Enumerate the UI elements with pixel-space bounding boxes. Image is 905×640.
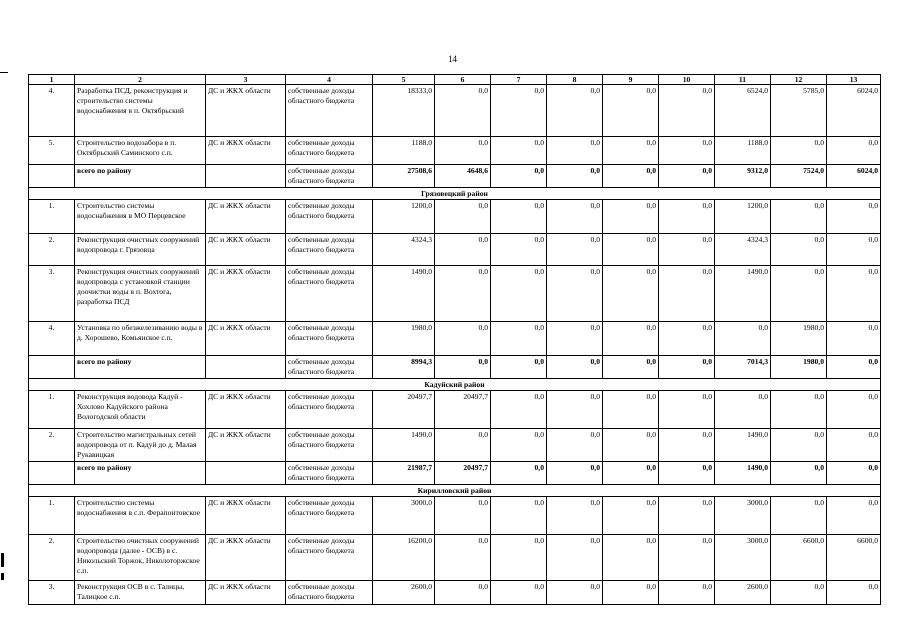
amount-cell: 0,0 <box>603 266 659 322</box>
row-index <box>29 165 75 188</box>
district-header-row <box>29 379 881 391</box>
amount-cell: 0,0 <box>491 497 547 535</box>
project-name: Строительство очистных сооружений водопровода (далее - ОСВ) в с. Никольский Торжок, Николоторжское с.п. <box>75 535 206 581</box>
district-total-row <box>29 462 881 485</box>
row-index: 4. <box>29 85 75 137</box>
project-name: Строительство водозабора в п. Октябрьский Саминского с.п. <box>75 137 206 165</box>
column-number-header: 6 <box>435 75 491 85</box>
amount-cell: 1490,0 <box>715 462 771 485</box>
table-row <box>29 391 881 429</box>
amount-cell: 1490,0 <box>715 266 771 322</box>
row-index: 4. <box>29 322 75 356</box>
amount-cell: 0,0 <box>659 200 715 234</box>
executor: ДС и ЖКХ области <box>206 535 286 581</box>
amount-cell: 0,0 <box>659 85 715 137</box>
table-row <box>29 85 881 137</box>
amount-cell: 20497,7 <box>435 391 491 429</box>
amount-cell: 0,0 <box>547 535 603 581</box>
amount-cell: 1980,0 <box>373 322 435 356</box>
amount-cell: 0,0 <box>827 137 881 165</box>
funding-source: собственные доходы областного бюджета <box>286 200 373 234</box>
amount-cell: 1490,0 <box>715 429 771 462</box>
amount-cell: 0,0 <box>827 497 881 535</box>
amount-cell: 0,0 <box>715 322 771 356</box>
funding-source: собственные доходы областного бюджета <box>286 266 373 322</box>
amount-cell: 0,0 <box>603 165 659 188</box>
amount-cell: 0,0 <box>491 581 547 605</box>
funding-source: собственные доходы областного бюджета <box>286 322 373 356</box>
amount-cell: 0,0 <box>547 356 603 379</box>
amount-cell: 0,0 <box>603 200 659 234</box>
project-name: Разработка ПСД, реконструкция и строительство системы водоснабжения в п. Октябрьский <box>75 85 206 137</box>
funding-source: собственные доходы областного бюджета <box>286 391 373 429</box>
amount-cell: 1188,0 <box>715 137 771 165</box>
executor: ДС и ЖКХ области <box>206 581 286 605</box>
amount-cell: 6024,0 <box>827 165 881 188</box>
column-number-header: 4 <box>286 75 373 85</box>
row-index: 3. <box>29 581 75 605</box>
amount-cell: 0,0 <box>827 234 881 266</box>
table-row <box>29 234 881 266</box>
executor: ДС и ЖКХ области <box>206 137 286 165</box>
row-index: 1. <box>29 200 75 234</box>
amount-cell: 1980,0 <box>771 356 827 379</box>
funding-source: собственные доходы областного бюджета <box>286 497 373 535</box>
table-row <box>29 200 881 234</box>
amount-cell: 0,0 <box>491 266 547 322</box>
amount-cell: 0,0 <box>435 535 491 581</box>
funding-source: собственные доходы областного бюджета <box>286 535 373 581</box>
amount-cell: 1980,0 <box>771 322 827 356</box>
amount-cell: 0,0 <box>491 322 547 356</box>
amount-cell: 0,0 <box>603 391 659 429</box>
amount-cell: 0,0 <box>491 165 547 188</box>
district-name: Кадуйский район <box>29 379 881 391</box>
project-name: Строительство системы водоснабжения в МО Перцевское <box>75 200 206 234</box>
amount-cell: 0,0 <box>827 266 881 322</box>
amount-cell: 0,0 <box>547 322 603 356</box>
amount-cell: 0,0 <box>603 356 659 379</box>
executor: ДС и ЖКХ области <box>206 429 286 462</box>
amount-cell: 0,0 <box>435 322 491 356</box>
executor <box>206 356 286 379</box>
district-total-row <box>29 165 881 188</box>
amount-cell: 0,0 <box>435 234 491 266</box>
column-number-header: 13 <box>827 75 881 85</box>
amount-cell: 0,0 <box>603 85 659 137</box>
row-index: 1. <box>29 497 75 535</box>
amount-cell: 0,0 <box>435 497 491 535</box>
amount-cell: 0,0 <box>603 137 659 165</box>
column-number-header: 3 <box>206 75 286 85</box>
amount-cell: 3000,0 <box>715 497 771 535</box>
column-number-header: 7 <box>491 75 547 85</box>
project-name: Реконструкция очистных сооружений водопровода г. Грязовца <box>75 234 206 266</box>
amount-cell: 20497,7 <box>373 391 435 429</box>
amount-cell: 6600,0 <box>771 535 827 581</box>
budget-table <box>28 74 881 605</box>
amount-cell: 3000,0 <box>373 497 435 535</box>
row-index: 2. <box>29 234 75 266</box>
amount-cell: 1200,0 <box>715 200 771 234</box>
amount-cell: 0,0 <box>659 535 715 581</box>
table-row <box>29 497 881 535</box>
amount-cell: 0,0 <box>435 85 491 137</box>
funding-source: собственные доходы областного бюджета <box>286 165 373 188</box>
district-name: Кирилловский район <box>29 485 881 497</box>
amount-cell: 0,0 <box>435 200 491 234</box>
amount-cell: 27508,6 <box>373 165 435 188</box>
amount-cell: 0,0 <box>827 200 881 234</box>
amount-cell: 0,0 <box>659 356 715 379</box>
amount-cell: 9312,0 <box>715 165 771 188</box>
amount-cell: 0,0 <box>659 429 715 462</box>
amount-cell: 0,0 <box>547 234 603 266</box>
amount-cell: 0,0 <box>547 581 603 605</box>
project-name: всего по району <box>75 356 206 379</box>
amount-cell: 7524,0 <box>771 165 827 188</box>
amount-cell: 3000,0 <box>715 535 771 581</box>
executor: ДС и ЖКХ области <box>206 234 286 266</box>
amount-cell: 0,0 <box>547 497 603 535</box>
amount-cell: 0,0 <box>771 234 827 266</box>
project-name: Установка по обезжелезиванию воды в д. Хорошево, Комьянское с.п. <box>75 322 206 356</box>
executor: ДС и ЖКХ области <box>206 266 286 322</box>
district-header-row <box>29 188 881 200</box>
amount-cell: 0,0 <box>491 535 547 581</box>
amount-cell: 8994,3 <box>373 356 435 379</box>
amount-cell: 5785,0 <box>771 85 827 137</box>
amount-cell: 0,0 <box>827 322 881 356</box>
amount-cell: 0,0 <box>491 137 547 165</box>
funding-source: собственные доходы областного бюджета <box>286 137 373 165</box>
row-index: 2. <box>29 429 75 462</box>
project-name: Реконструкция водовода Кадуй - Хохлово Кадуйского района Вологодской области <box>75 391 206 429</box>
district-header-row <box>29 485 881 497</box>
executor <box>206 462 286 485</box>
district-name: Грязовецкий район <box>29 188 881 200</box>
amount-cell: 0,0 <box>771 497 827 535</box>
amount-cell: 0,0 <box>547 391 603 429</box>
amount-cell: 0,0 <box>435 429 491 462</box>
amount-cell: 0,0 <box>547 165 603 188</box>
margin-tick <box>0 72 8 73</box>
amount-cell: 1200,0 <box>373 200 435 234</box>
amount-cell: 0,0 <box>435 581 491 605</box>
amount-cell: 0,0 <box>771 391 827 429</box>
amount-cell: 0,0 <box>435 266 491 322</box>
executor: ДС и ЖКХ области <box>206 200 286 234</box>
row-index: 5. <box>29 137 75 165</box>
amount-cell: 0,0 <box>771 429 827 462</box>
district-total-row <box>29 356 881 379</box>
amount-cell: 0,0 <box>491 85 547 137</box>
amount-cell: 0,0 <box>491 200 547 234</box>
amount-cell: 0,0 <box>547 266 603 322</box>
amount-cell: 0,0 <box>659 497 715 535</box>
table-row <box>29 535 881 581</box>
amount-cell: 0,0 <box>603 429 659 462</box>
amount-cell: 1490,0 <box>373 266 435 322</box>
column-number-header: 11 <box>715 75 771 85</box>
amount-cell: 0,0 <box>771 462 827 485</box>
amount-cell: 0,0 <box>547 85 603 137</box>
project-name: Строительство магистральных сетей водопровода от п. Кадуй до д. Малая Рукавицкая <box>75 429 206 462</box>
executor <box>206 165 286 188</box>
amount-cell: 0,0 <box>435 137 491 165</box>
scan-edge-mark <box>1 553 4 567</box>
executor: ДС и ЖКХ области <box>206 322 286 356</box>
amount-cell: 18333,0 <box>373 85 435 137</box>
amount-cell: 0,0 <box>827 462 881 485</box>
amount-cell: 0,0 <box>491 429 547 462</box>
amount-cell: 0,0 <box>659 137 715 165</box>
table-row <box>29 266 881 322</box>
amount-cell: 2600,0 <box>373 581 435 605</box>
scan-edge-mark <box>1 573 4 580</box>
executor: ДС и ЖКХ области <box>206 391 286 429</box>
executor: ДС и ЖКХ области <box>206 497 286 535</box>
amount-cell: 16200,0 <box>373 535 435 581</box>
amount-cell: 0,0 <box>771 266 827 322</box>
project-name: Реконструкция ОСВ в с. Талицы, Талицкое с.п. <box>75 581 206 605</box>
funding-source: собственные доходы областного бюджета <box>286 234 373 266</box>
row-index: 2. <box>29 535 75 581</box>
amount-cell: 0,0 <box>827 356 881 379</box>
row-index: 1. <box>29 391 75 429</box>
project-name: Строительство системы водоснабжения в с.п. Ферапонтовское <box>75 497 206 535</box>
amount-cell: 0,0 <box>659 234 715 266</box>
column-number-row <box>29 75 881 85</box>
table-row <box>29 429 881 462</box>
amount-cell: 6524,0 <box>715 85 771 137</box>
amount-cell: 4324,3 <box>373 234 435 266</box>
amount-cell: 0,0 <box>771 200 827 234</box>
column-number-header: 9 <box>603 75 659 85</box>
funding-source: собственные доходы областного бюджета <box>286 581 373 605</box>
funding-source: собственные доходы областного бюджета <box>286 356 373 379</box>
amount-cell: 0,0 <box>435 356 491 379</box>
amount-cell: 0,0 <box>603 497 659 535</box>
funding-source: собственные доходы областного бюджета <box>286 429 373 462</box>
project-name: всего по району <box>75 165 206 188</box>
amount-cell: 0,0 <box>603 581 659 605</box>
amount-cell: 0,0 <box>715 391 771 429</box>
amount-cell: 0,0 <box>491 462 547 485</box>
table-row <box>29 322 881 356</box>
amount-cell: 0,0 <box>547 200 603 234</box>
amount-cell: 0,0 <box>491 356 547 379</box>
amount-cell: 6024,0 <box>827 85 881 137</box>
row-index <box>29 356 75 379</box>
amount-cell: 0,0 <box>547 137 603 165</box>
amount-cell: 0,0 <box>659 322 715 356</box>
funding-source: собственные доходы областного бюджета <box>286 85 373 137</box>
amount-cell: 21987,7 <box>373 462 435 485</box>
column-number-header: 10 <box>659 75 715 85</box>
amount-cell: 1188,0 <box>373 137 435 165</box>
amount-cell: 2600,0 <box>715 581 771 605</box>
amount-cell: 0,0 <box>659 266 715 322</box>
amount-cell: 0,0 <box>603 462 659 485</box>
funding-source: собственные доходы областного бюджета <box>286 462 373 485</box>
amount-cell: 0,0 <box>491 234 547 266</box>
amount-cell: 0,0 <box>659 581 715 605</box>
amount-cell: 0,0 <box>771 581 827 605</box>
amount-cell: 0,0 <box>547 462 603 485</box>
table-row <box>29 581 881 605</box>
column-number-header: 1 <box>29 75 75 85</box>
amount-cell: 0,0 <box>659 462 715 485</box>
amount-cell: 0,0 <box>827 581 881 605</box>
amount-cell: 0,0 <box>603 234 659 266</box>
column-number-header: 8 <box>547 75 603 85</box>
amount-cell: 0,0 <box>603 322 659 356</box>
project-name: Реконструкция очистных сооружений водопровода с установкой станции доочистки воды в п. Вохтога, разработка ПСД <box>75 266 206 322</box>
table-row <box>29 137 881 165</box>
column-number-header: 5 <box>373 75 435 85</box>
column-number-header: 12 <box>771 75 827 85</box>
amount-cell: 0,0 <box>827 429 881 462</box>
amount-cell: 4648,6 <box>435 165 491 188</box>
amount-cell: 0,0 <box>659 165 715 188</box>
amount-cell: 4324,3 <box>715 234 771 266</box>
amount-cell: 0,0 <box>603 535 659 581</box>
executor: ДС и ЖКХ области <box>206 85 286 137</box>
row-index: 3. <box>29 266 75 322</box>
amount-cell: 7014,3 <box>715 356 771 379</box>
row-index <box>29 462 75 485</box>
amount-cell: 20497,7 <box>435 462 491 485</box>
amount-cell: 0,0 <box>771 137 827 165</box>
project-name: всего по району <box>75 462 206 485</box>
amount-cell: 0,0 <box>491 391 547 429</box>
amount-cell: 0,0 <box>547 429 603 462</box>
page-number: 14 <box>448 54 457 64</box>
amount-cell: 0,0 <box>827 391 881 429</box>
amount-cell: 6600,0 <box>827 535 881 581</box>
amount-cell: 0,0 <box>659 391 715 429</box>
amount-cell: 1490,0 <box>373 429 435 462</box>
column-number-header: 2 <box>75 75 206 85</box>
